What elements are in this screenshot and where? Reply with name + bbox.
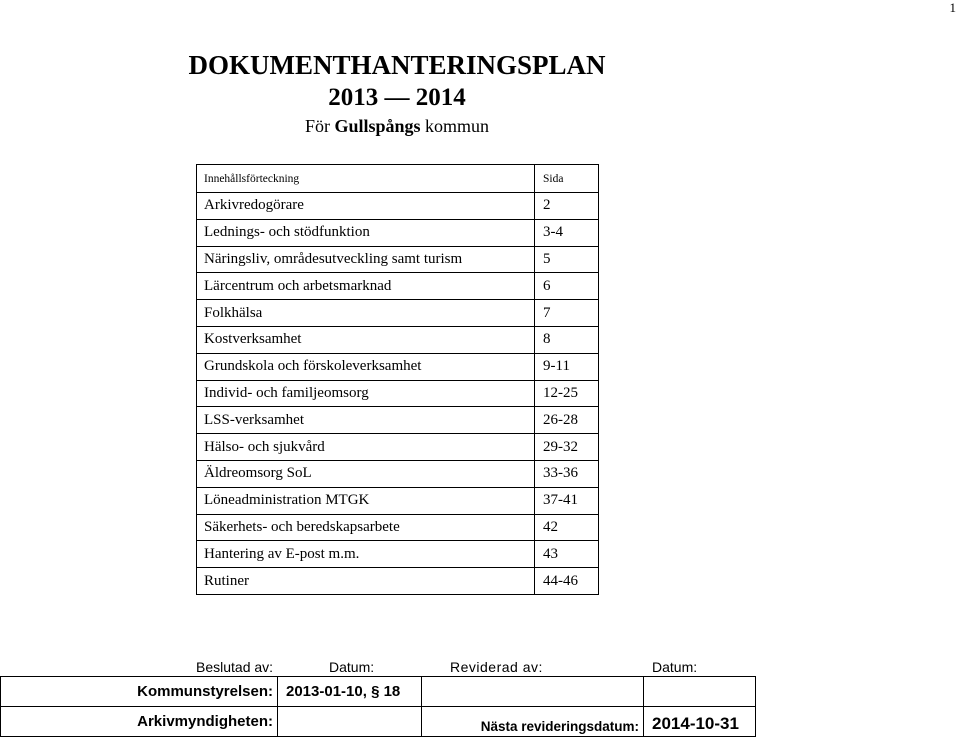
toc-entry-label: Lärcentrum och arbetsmarknad	[197, 273, 535, 300]
toc-row	[197, 300, 599, 327]
plan-subtitle	[0, 116, 794, 137]
toc-entry-page: 43	[535, 541, 599, 568]
revised-by-label: Reviderad av:	[450, 659, 543, 675]
toc-row	[197, 568, 599, 595]
toc-row	[197, 353, 599, 380]
toc-entry-label: Rutiner	[197, 568, 535, 595]
subtitle-suffix: kommun	[420, 116, 490, 136]
toc-row	[197, 219, 599, 246]
toc-entry-label: Äldreomsorg SoL	[197, 460, 535, 487]
toc-entry-page: 6	[535, 273, 599, 300]
toc-entry-page: 44-46	[535, 568, 599, 595]
date-label-2: Datum:	[652, 659, 698, 675]
toc-row	[197, 326, 599, 353]
toc-entry-page: 2	[535, 193, 599, 220]
toc-entry-page: 37-41	[535, 487, 599, 514]
decision-body-ks: Kommunstyrelsen:	[1, 677, 278, 707]
toc-row	[197, 273, 599, 300]
toc-entry-page: 42	[535, 514, 599, 541]
page-title: DOKUMENTHANTERINGSPLAN	[188, 50, 606, 80]
toc-entry-label: Kostverksamhet	[197, 326, 535, 353]
toc-entry-label: Hälso- och sjukvård	[197, 434, 535, 461]
toc-entry-label: Hantering av E-post m.m.	[197, 541, 535, 568]
toc-row	[197, 193, 599, 220]
next-revision-date: 2014-10-31	[644, 707, 756, 737]
toc-entry-label: Lednings- och stödfunktion	[197, 219, 535, 246]
plan-period: 2013 — 2014	[328, 84, 466, 111]
toc-entry-label: Folkhälsa	[197, 300, 535, 327]
toc-entry-label: Säkerhets- och beredskapsarbete	[197, 514, 535, 541]
page-number: 1	[949, 0, 956, 15]
toc-row	[197, 514, 599, 541]
table-of-contents	[196, 164, 599, 595]
toc-entry-page: 5	[535, 246, 599, 273]
toc-entry-page: 3-4	[535, 219, 599, 246]
decision-body-archive: Arkivmyndigheten:	[1, 707, 278, 737]
toc-entry-page: 12-25	[535, 380, 599, 407]
toc-entry-page: 29-32	[535, 434, 599, 461]
revised-date-cell-1	[644, 677, 756, 707]
toc-entry-label: LSS-verksamhet	[197, 407, 535, 434]
date-label-1: Datum:	[329, 659, 375, 675]
subtitle-municipality: Gullspångs	[334, 116, 421, 136]
decision-date-archive	[278, 707, 422, 737]
toc-col-page: Sida	[535, 165, 599, 193]
subtitle-prefix: För	[304, 116, 335, 136]
toc-row	[197, 487, 599, 514]
toc-entry-page: 9-11	[535, 353, 599, 380]
decision-row-archive	[1, 707, 756, 737]
decision-table	[0, 676, 756, 737]
toc-row	[197, 460, 599, 487]
toc-entry-label: Löneadministration MTGK	[197, 487, 535, 514]
toc-row	[197, 407, 599, 434]
toc-entry-label: Grundskola och förskoleverksamhet	[197, 353, 535, 380]
toc-col-title: Innehållsförteckning	[197, 165, 535, 193]
toc-row	[197, 541, 599, 568]
toc-entry-page: 8	[535, 326, 599, 353]
toc-entry-label: Näringsliv, områdesutveckling samt turism	[197, 246, 535, 273]
toc-entry-label: Individ- och familjeomsorg	[197, 380, 535, 407]
toc-row	[197, 434, 599, 461]
toc-entry-page: 26-28	[535, 407, 599, 434]
toc-entry-page: 7	[535, 300, 599, 327]
toc-entry-page: 33-36	[535, 460, 599, 487]
toc-header-row	[197, 165, 599, 193]
toc-entry-label: Arkivredogörare	[197, 193, 535, 220]
revised-by-cell-1	[422, 677, 644, 707]
toc-row	[197, 246, 599, 273]
toc-row	[197, 380, 599, 407]
decision-date-ks: 2013-01-10, § 18	[278, 677, 422, 707]
decision-row-ks	[1, 677, 756, 707]
decided-by-label: Beslutad av:	[196, 659, 274, 675]
next-revision-label: Nästa revideringsdatum:	[422, 707, 644, 737]
